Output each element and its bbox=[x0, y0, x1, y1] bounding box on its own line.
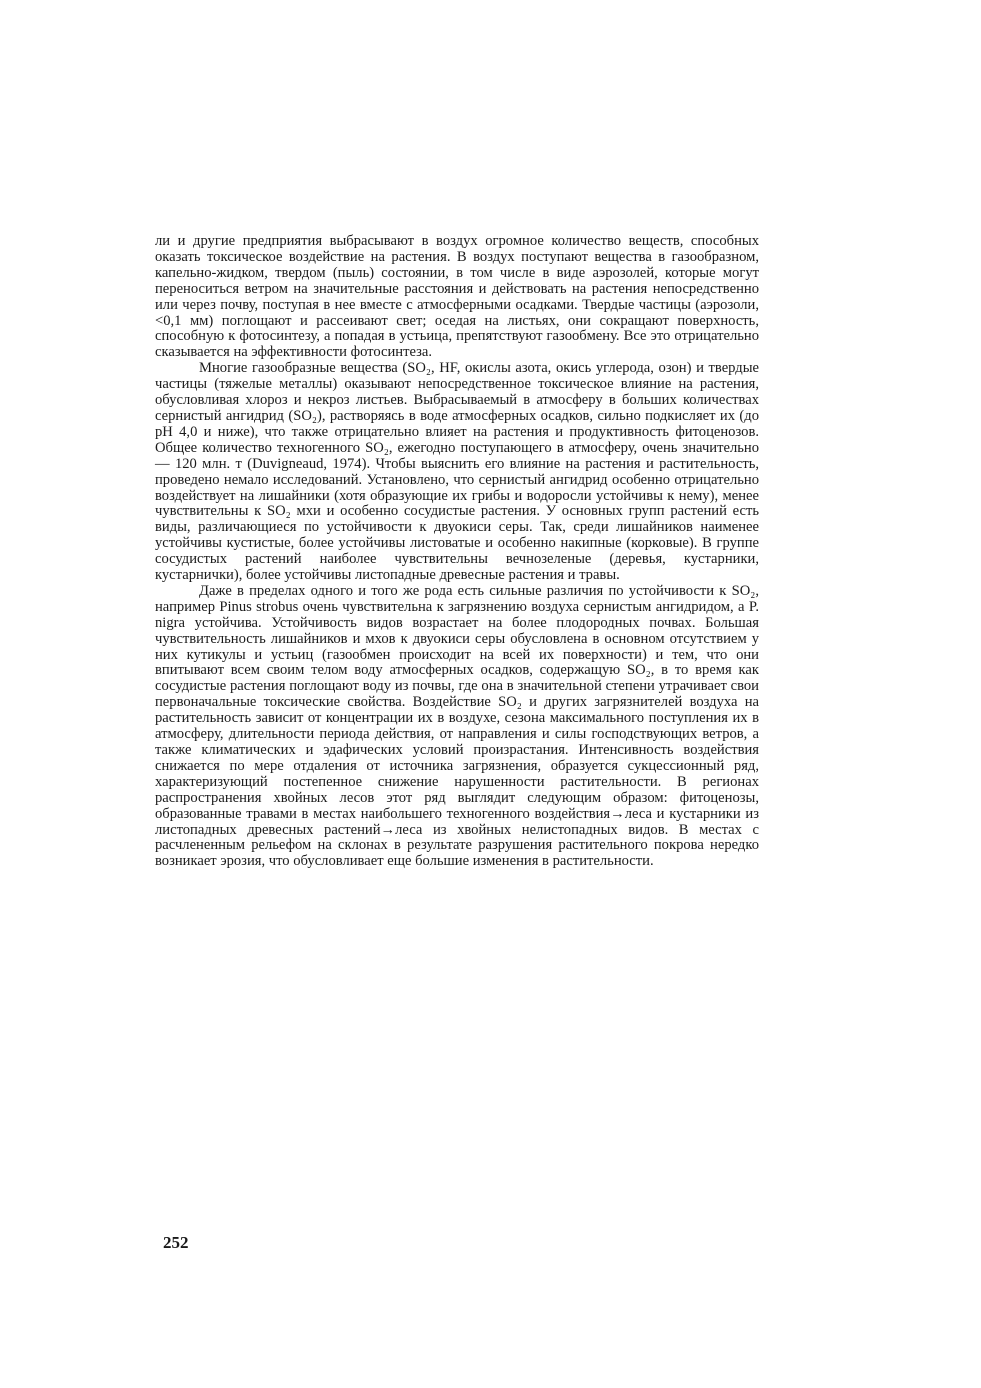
paragraph-2: Многие газообразные вещества (SO₂, HF, окислы азота, окись углерода, озон) и твердые частицы (тяжелые металлы) оказывают непосредственное токсическое влияние на растения, обусловливая хлороз и некроз листьев. Выбрасываемый в атмосферу в больших количествах сернистый ангидрид (SO₂), растворяясь в воде атмосферных осадков, сильно подкисляет их (до pH 4,0 и ниже), что также отрицательно влияет на растения и продуктивность фитоценозов. Общее количество техногенного SO₂, ежегодно поступающего в атмосферу, очень значительно — 120 млн. т (Duvigneaud, 1974). Чтобы выяснить его влияние на растения и растительность, проведено немало исследований. Установлено, что сернистый ангидрид особенно отрицательно воздействует на лишайники (хотя образующие их грибы и водоросли устойчивы к нему), менее чувствительны к SO₂ мхи и особенно сосудистые растения. У основных групп растений есть виды, различающиеся по устойчивости к двуокиси серы. Так, среди лишайников наименее устойчивы кустистые, более устойчивы листоватые и особенно накипные (корковые). В группе сосудистых растений наиболее чувствительны вечнозеленые (деревья, кустарники, кустарнички), более устойчивы листопадные древесные растения и травы. bbox=[155, 360, 759, 584]
page-body bbox=[155, 234, 759, 870]
page-number: 252 bbox=[163, 1233, 189, 1252]
paragraph-3: Даже в пределах одного и того же рода есть сильные различия по устойчивости к SO₂, например Pinus strobus очень чувствительна к загрязнению воздуха сернистым ангидридом, а P. nigra устойчива. Устойчивость видов возрастает на более плодородных почвах. Большая чувствительность лишайников и мхов к двуокиси серы обусловлена в основном отсутствием у них кутикулы и устьиц (газообмен происходит на всей их поверхности) и тем, что они впитывают всем своим телом воду атмосферных осадков, содержащую SO₂, в то время как сосудистые растения поглощают воду из почвы, где она в значительной степени утрачивает свои первоначальные токсические свойства. Воздействие SO₂ и других загрязнителей воздуха на растительность зависит от концентрации их в воздухе, сезона максимального поступления их в атмосферу, длительности периода действия, от направления и силы господствующих ветров, а также климатических и эдафических условий произрастания. Интенсивность воздействия снижается по мере отдаления от источника загрязнения, образуется сукцессионный ряд, характеризующий постепенное снижение нарушенности растительности. В регионах распространения хвойных лесов этот ряд выглядит следующим образом: фитоценозы, образованные травами в местах наибольшего техногенного воздействия→леса и кустарники из листопадных древесных растений→леса из хвойных нелистопадных видов. В местах с расчлененным рельефом на склонах в результате разрушения растительного покрова нередко возникает эрозия, что обусловливает еще большие изменения в растительности. bbox=[155, 582, 759, 870]
paragraph-1: ли и другие предприятия выбрасывают в воздух огромное количество веществ, способных оказать токсическое воздействие на растения. В воздух поступают вещества в газообразном, капельно-жидком, твердом (пыль) состоянии, в том числе в виде аэрозолей, которые могут переноситься ветром на значительные расстояния и действовать на растения непосредственно или через почву, поступая в нее вместе с атмосферными осадками. Твердые частицы (аэрозоли, <0,1 мм) поглощают и рассеивают свет; оседая на листьях, они сокращают поверхность, способную к фотосинтезу, а попадая в устьица, препятствуют газообмену. Все это отрицательно сказывается на эффективности фотосинтеза. bbox=[155, 233, 759, 361]
